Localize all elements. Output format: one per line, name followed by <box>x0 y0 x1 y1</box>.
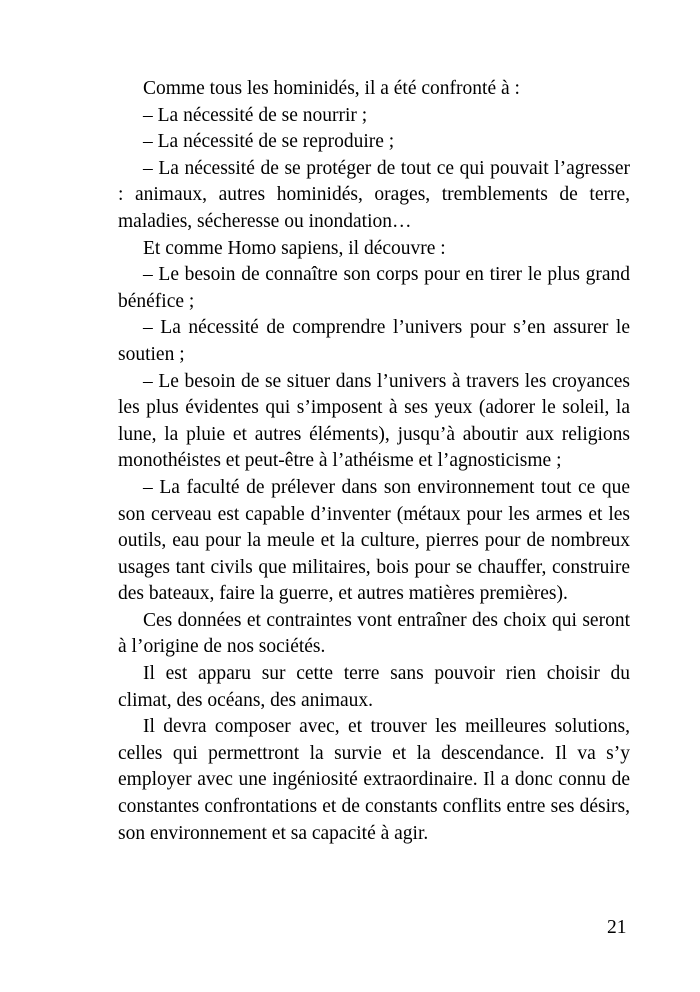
list-item: – La nécessité de se protéger de tout ce qui pouvait l’agresser : animaux, autres hominidés, orages, tremblements de terre, maladies, sécheresse ou inondation… <box>118 157 630 232</box>
paragraph: Il est apparu sur cette terre sans pouvoir rien choisir du climat, des océans, des animaux. <box>118 663 630 711</box>
page-body <box>118 76 630 847</box>
list-item: – Le besoin de connaître son corps pour en tirer le plus grand bénéfice ; <box>118 264 630 312</box>
list-item: – Le besoin de se situer dans l’univers à travers les croyances les plus évidentes qui s’imposent à ses yeux (adorer le soleil, la lune, la pluie et autres éléments), jusqu’à aboutir aux religions monothéistes et peut-être à l’athéisme et l’agnosticisme ; <box>118 370 630 472</box>
paragraph: Ces données et contraintes vont entraîner des choix qui seront à l’origine de nos sociétés. <box>118 609 630 658</box>
paragraph: Comme tous les hominidés, il a été confronté à : <box>143 78 520 99</box>
list-item: – La nécessité de se nourrir ; <box>143 104 368 126</box>
page-number: 21 <box>607 917 627 938</box>
paragraph: Il devra composer avec, et trouver les meilleures solutions, celles qui permettront la survie et la descendance. Il va s’y employer avec une ingéniosité extraordinaire. Il a donc connu de constantes confrontations et de constants conflits entre ses désirs, son environnement et sa capacité à agir. <box>118 716 630 844</box>
list-item: – La nécessité de comprendre l’univers pour s’en assurer le soutien ; <box>118 317 630 365</box>
paragraph: Et comme Homo sapiens, il découvre : <box>143 237 446 259</box>
list-item: – La nécessité de se reproduire ; <box>143 131 395 153</box>
list-item: – La faculté de prélever dans son environnement tout ce que son cerveau est capable d’inventer (métaux pour les armes et les outils, eau pour la meule et la culture, pierres pour de nombreux usages tant civils que militaires, bois pour se chauffer, construire des bateaux, faire la guerre, et autres matières premières). <box>118 476 630 605</box>
